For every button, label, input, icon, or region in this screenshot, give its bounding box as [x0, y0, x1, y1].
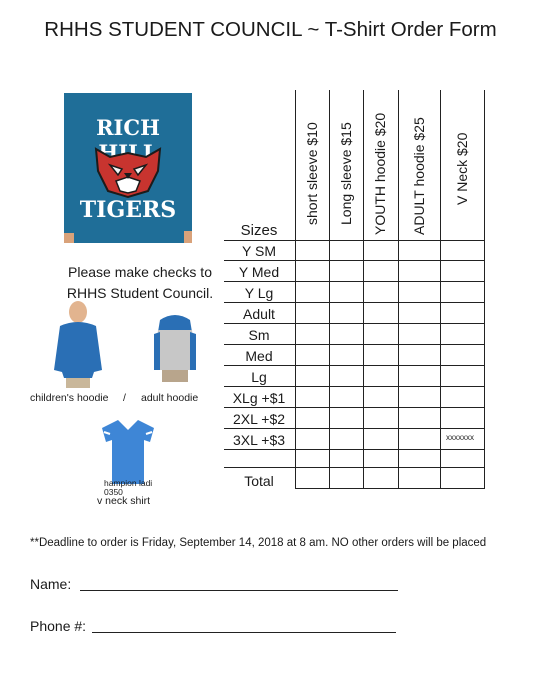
vneck-shirt-caption: v neck shirt — [97, 495, 151, 507]
total-label: Total — [244, 473, 274, 489]
row-label: Sm — [248, 327, 270, 343]
table-hline — [224, 365, 485, 366]
row-label: Med — [245, 348, 273, 364]
col-header-youth-hoodie: YOUTH hoodie $20 — [372, 112, 388, 235]
table-hline — [224, 428, 485, 429]
vneck-tag-1: hampion ladi — [104, 478, 153, 488]
name-field[interactable] — [80, 590, 398, 591]
table-hline — [224, 260, 485, 261]
row-label: Y Med — [238, 264, 280, 280]
table-hline — [224, 386, 485, 387]
sizes-header: Sizes — [240, 222, 278, 239]
vneck-shirt-photo — [100, 418, 156, 486]
table-hline — [224, 302, 485, 303]
tiger-head-icon — [88, 143, 168, 199]
row-label: Y Lg — [244, 285, 274, 301]
deadline-note: **Deadline to order is Friday, September 14, 2018 at 8 am. NO other orders will be placed — [30, 537, 487, 549]
checks-note — [40, 262, 240, 304]
arm-shape — [64, 233, 74, 243]
logo-text-top: RICH — [96, 115, 160, 140]
adult-hoodie-photo — [152, 310, 198, 384]
row-label: Y SM — [242, 243, 276, 259]
row-label: 3XL +$3 — [232, 432, 286, 448]
row-label: 2XL +$2 — [232, 411, 286, 427]
row-label: Adult — [243, 306, 275, 322]
name-label: Name: — [30, 576, 72, 592]
col-header-v-neck: V Neck $20 — [454, 132, 470, 205]
table-hline — [224, 467, 485, 468]
phone-field[interactable] — [92, 632, 396, 633]
table-hline — [224, 344, 485, 345]
table-hline — [224, 449, 485, 450]
logo-text-bottom: TIGERS — [79, 197, 177, 223]
adult-hoodie-caption: adult hoodie — [141, 392, 199, 404]
form-title: RHHS STUDENT COUNCIL ~ T-Shirt Order Form — [44, 18, 497, 41]
row-label: XLg +$1 — [232, 390, 286, 406]
col-header-long-sleeve: Long sleeve $15 — [338, 122, 354, 225]
table-hline — [224, 240, 485, 241]
table-hline — [224, 281, 485, 282]
table-hline — [224, 407, 485, 408]
table-hline — [295, 488, 485, 489]
arm-shape-right — [184, 231, 192, 243]
children-hoodie-caption: children's hoodie — [30, 392, 109, 404]
tiger-shirt-photo — [64, 93, 192, 243]
unavailable-mark: xxxxxxx — [446, 433, 474, 442]
checks-line-2: RHHS Student Council. — [66, 285, 214, 301]
phone-label: Phone #: — [30, 618, 87, 634]
col-header-short-sleeve: short sleeve $10 — [304, 122, 320, 225]
vneck-tag-2: 0350 — [104, 487, 123, 497]
caption-separator: / — [123, 392, 126, 404]
children-hoodie-photo — [50, 300, 106, 390]
row-label: Lg — [251, 369, 267, 385]
table-hline — [224, 323, 485, 324]
col-header-adult-hoodie: ADULT hoodie $25 — [411, 117, 427, 235]
checks-line-1: Please make checks to — [68, 264, 212, 280]
